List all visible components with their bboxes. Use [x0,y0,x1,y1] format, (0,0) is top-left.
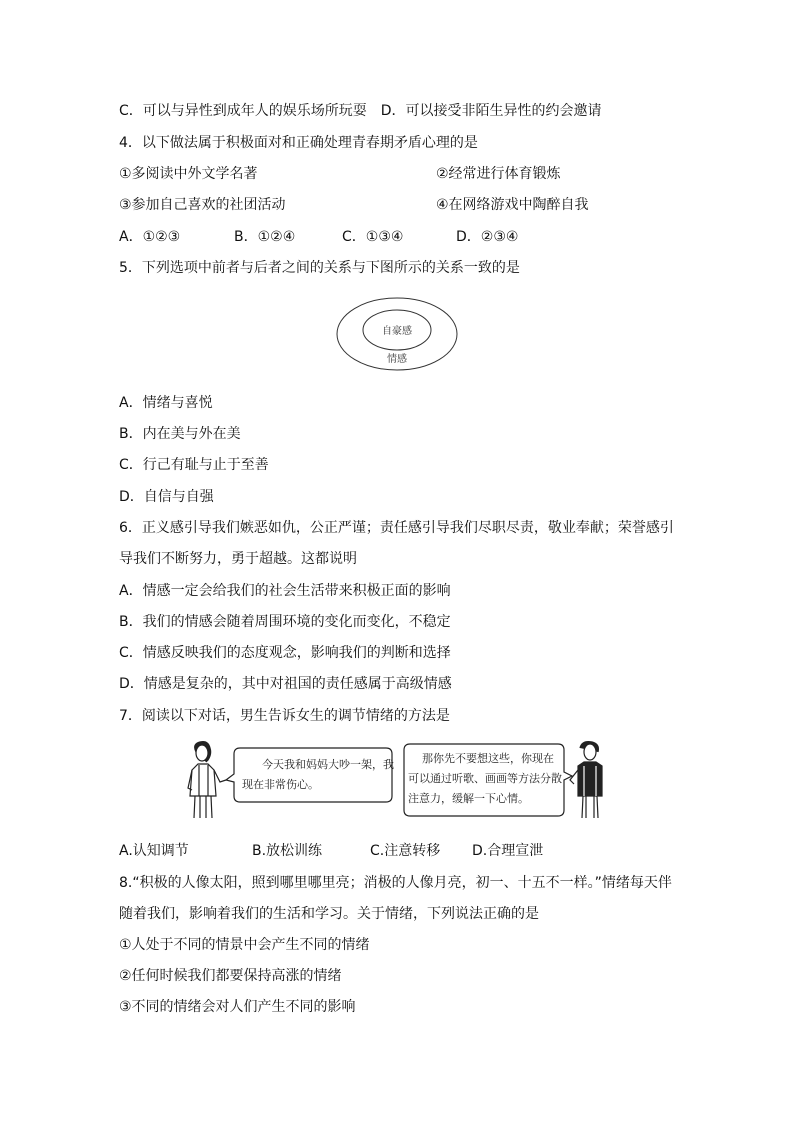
q7-option-b: B.放松训练 [252,843,323,859]
q6-option-d: D．情感是复杂的，其中对祖国的责任感属于高级情感 [119,676,452,692]
q6-option-c: C．情感反映我们的态度观念，影响我们的判断和选择 [119,645,451,661]
question-8-line-2: 随着我们，影响着我们的生活和学习。关于情绪，下列说法正确的是 [119,906,539,922]
q4-option-b: B．①②④ [234,229,296,245]
question-6-line-2: 导我们不断努力，勇于超越。这都说明 [119,551,357,567]
q7-option-a: A.认知调节 [119,843,189,859]
q3-option-cd: C．可以与异性到成年人的娱乐场所玩耍 D．可以接受非陌生异性的约会邀请 [119,103,602,119]
concept-diagram [335,296,459,372]
girl-speech-line-2: 现在非常伤心。 [242,778,319,791]
q5-option-c: C．行己有耻与止于至善 [119,457,269,473]
boy-speech-line-2: 可以通过听歌、画画等方法分散 [408,772,562,785]
girl-speech-line-1: 今天我和妈妈大吵一架，我 [262,758,394,771]
q4-option-d: D．②③④ [456,229,519,245]
q4-item-2: ②经常进行体育锻炼 [436,166,561,182]
q5-option-a: A．情绪与喜悦 [119,395,213,411]
q8-item-3: ③不同的情绪会对人们产生不同的影响 [119,999,356,1015]
dialogue-illustration [186,740,606,822]
q6-option-b: B．我们的情感会随着周围环境的变化而变化，不稳定 [119,614,451,630]
question-5: 5．下列选项中前者与后者之间的关系与下图所示的关系一致的是 [119,260,520,276]
boy-speech-line-3: 注意力，缓解一下心情。 [408,792,529,805]
inner-label: 自豪感 [382,326,412,337]
question-6-line-1: 6．正义感引导我们嫉恶如仇，公正严谨；责任感引导我们尽职尽责，敬业奉献；荣誉感引 [119,520,674,536]
q8-item-1: ①人处于不同的情景中会产生不同的情绪 [119,937,370,953]
girl-figure [188,742,226,818]
question-8-line-1: 8.“积极的人像太阳，照到哪里哪里亮；消极的人像月亮，初一、十五不一样。”情绪每天伴 [119,875,672,891]
q7-option-d: D.合理宣泄 [472,843,544,859]
question-7: 7．阅读以下对话，男生告诉女生的调节情绪的方法是 [119,708,450,724]
q4-item-4: ④在网络游戏中陶醉自我 [436,197,589,213]
boy-figure [570,742,602,818]
q5-option-d: D．自信与自强 [119,489,214,505]
q5-option-b: B．内在美与外在美 [119,426,241,442]
q4-option-a: A．①②③ [119,229,181,245]
q4-item-1: ①多阅读中外文学名著 [119,166,258,182]
q4-option-c: C．①③④ [342,229,404,245]
boy-speech-line-1: 那你先不要想这些，你现在 [422,752,554,765]
q8-item-2: ②任何时候我们都要保持高涨的情绪 [119,968,342,984]
girl-speech-bubble [226,748,392,802]
q4-item-3: ③参加自己喜欢的社团活动 [119,197,286,213]
outer-label: 情感 [387,354,407,365]
q7-option-c: C.注意转移 [370,843,441,859]
q6-option-a: A．情感一定会给我们的社会生活带来积极正面的影响 [119,583,451,599]
question-4: 4．以下做法属于积极面对和正确处理青春期矛盾心理的是 [119,135,478,151]
